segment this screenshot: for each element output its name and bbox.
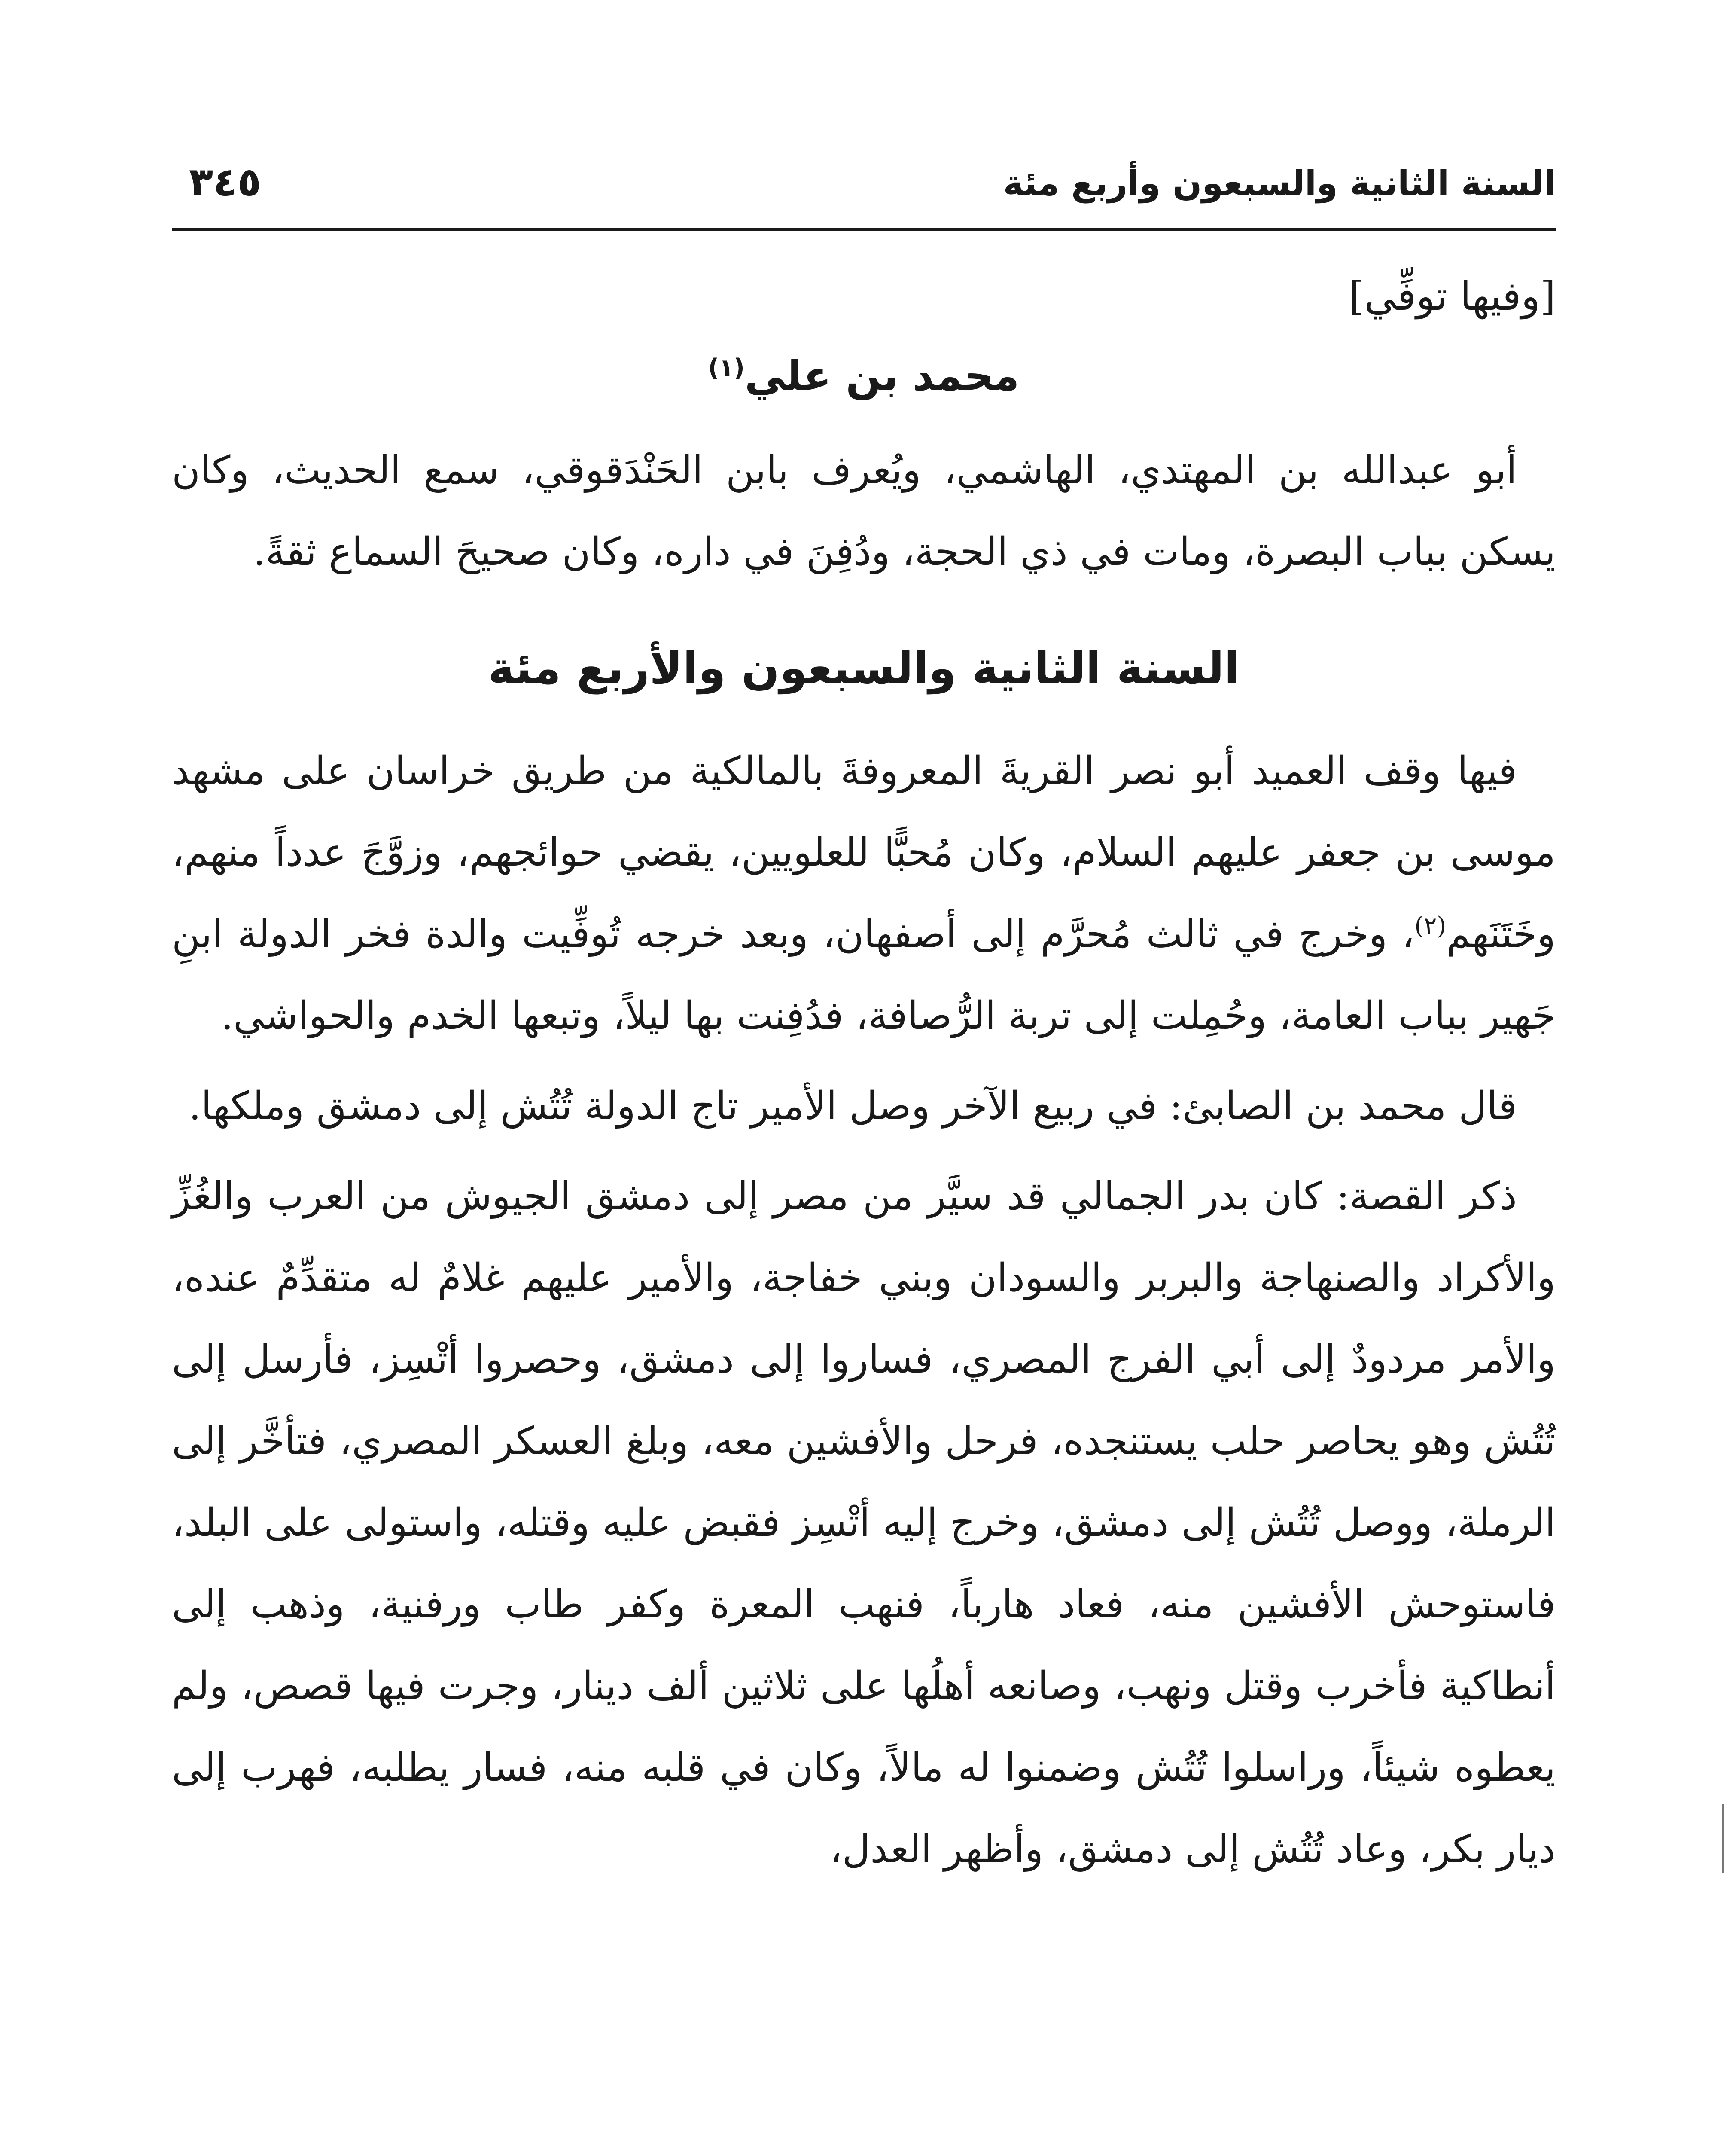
paragraph-2 bbox=[172, 1065, 1556, 1147]
running-header bbox=[172, 146, 1556, 231]
paragraph-3-text: ذكر القصة: كان بدر الجمالي قد سيَّر من مصر إلى دمشق الجيوش من العرب والغُزِّ والأكراد والصنهاجة والبربر والسودان وبني خفاجة، والأمير عليهم غلامٌ له متقدِّمٌ عنده، والأمر مردودٌ إلى أبي الفرج المصري، فساروا إلى دمشق، وحصروا أتْسِز، فأرسل إلى تُتُش وهو يحاصر حلب يستنجده، فرحل والأفشين معه، وبلغ العسكر المصري، فتأخَّر إلى الرملة، ووصل تُتُش إلى دمشق، وخرج إليه أتْسِز فقبض عليه وقتله، واستولى على البلد، فاستوحش الأفشين منه، فعاد هارباً، فنهب المعرة وكفر طاب ورفنية، وذهب إلى أنطاكية فأخرب وقتل ونهب، وصانعه أهلُها على ثلاثين ألف دينار، وجرت فيها قصص، ولم يعطوه شيئاً، وراسلوا تُتُش وضمنوا له مالاً، وكان في قلبه منه، فسار يطلبه، فهرب إلى ديار بكر، وعاد تُتُش إلى دمشق، وأظهر العدل، bbox=[172, 1174, 1556, 1872]
paragraph-3 bbox=[172, 1156, 1556, 1890]
section-note: [وفيها توفِّي] bbox=[1349, 273, 1556, 319]
paragraph-2-text: قال محمد بن الصابئ: في ربيع الآخر وصل الأمير تاج الدولة تُتُش إلى دمشق وملكها. bbox=[189, 1083, 1517, 1129]
page-content bbox=[172, 266, 1556, 1890]
running-title: السنة الثانية والسبعون وأربع مئة bbox=[1003, 163, 1556, 203]
footnote-marker-1: (١) bbox=[708, 354, 745, 382]
person-heading bbox=[172, 344, 1556, 408]
footnote-marker-2: (٢) bbox=[1414, 912, 1447, 940]
page-number: ٣٤٥ bbox=[189, 159, 262, 205]
paragraph-1 bbox=[172, 730, 1556, 1057]
paragraph-1-part-2: ، وخرج في ثالث مُحرَّم إلى أصفهان، وبعد خرجه تُوفِّيت والدة فخر الدولة ابنِ جَهير بباب العامة، وحُمِلت إلى تربة الرُّصافة، فدُفِنت بها ليلاً، وتبعها الخدم والحواشي. bbox=[172, 912, 1556, 1038]
person-name: محمد بن علي bbox=[744, 352, 1020, 400]
year-heading: السنة الثانية والسبعون والأربع مئة bbox=[488, 642, 1240, 694]
person-biography bbox=[172, 430, 1556, 593]
person-bio-text: أبو عبدالله بن المهتدي، الهاشمي، ويُعرف بابن الحَنْدَقوقي، سمع الحديث، وكان يسكن بباب البصرة، ومات في ذي الحجة، ودُفِنَ في داره، وكان صحيحَ السماع ثقةً. bbox=[172, 448, 1556, 574]
scan-margin-mark bbox=[1722, 1804, 1724, 1873]
paragraph-1-part-1: فيها وقف العميد أبو نصر القريةَ المعروفةَ بالمالكية من طريق خراسان على مشهد موسى بن جعفر عليهم السلام، وكان مُحبًّا للعلويين، يقضي حوائجهم، وزوَّجَ عدداً منهم، وخَتَنَهم bbox=[172, 748, 1556, 957]
